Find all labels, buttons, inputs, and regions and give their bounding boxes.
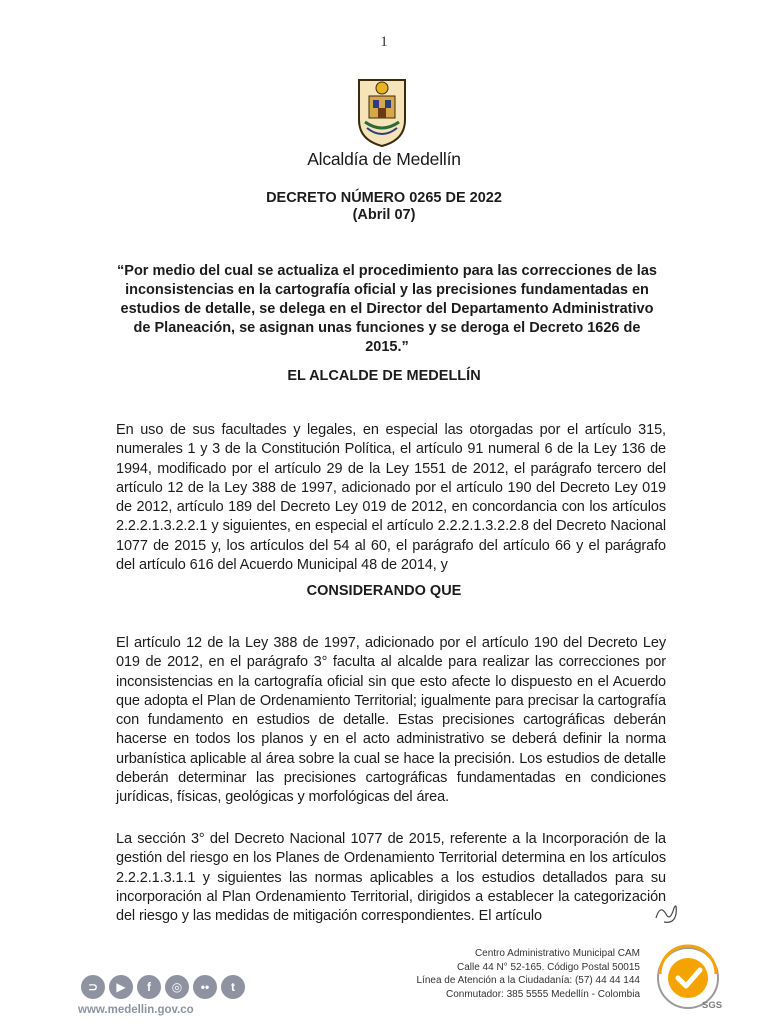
paragraph-facultades: En uso de sus facultades y legales, en especial las otorgadas por el artículo 315, numerales 1 y 3 de la Constitución Política, el artículo 91 numeral 6 de la Ley 136 de 1994, modificado por el artículo 29 de la Ley 1551 de 2012, el parágrafo tercero del artículo 12 de la Ley 388 de 1997, adicionado por el artículo 190 del Decreto Ley 019 de 2012, artículo 189 del Decreto Ley 019 de 2012, en concordancia con los artículos 2.2.2.1.3.2.2.1 y siguientes, en especial el artículo 2.2.2.1.3.2.2.8 del Decreto Nacional 1077 de 2015 y, los artículos del 54 al 60, el parágrafo del artículo 66 y el parágrafo del artículo 616 del Acuerdo Municipal 48 de 2014, y [116,422,666,574]
address-line: Línea de Atención a la Ciudadanía: (57) 44 44 144 [416,975,640,987]
flickr-icon[interactable]: •• [193,975,217,999]
youtube-icon[interactable]: ▶ [109,975,133,999]
tumblr-icon[interactable]: t [221,975,245,999]
heading-alcalde: EL ALCALDE DE MEDELLÍN [287,368,481,384]
decree-number: DECRETO NÚMERO 0265 DE 2022 [266,190,502,206]
website-link[interactable]: www.medellin.gov.co [78,1004,194,1016]
social-icons [81,975,245,999]
decree-date: (Abril 07) [352,207,416,223]
address-line: Conmutador: 385 5555 Medellín - Colombia [446,988,640,1000]
footer-address [400,947,640,1001]
paragraph-considerando-1: El artículo 12 de la Ley 388 de 1997, adicionado por el artículo 190 del Decreto Ley 019 de 2012, en el parágrafo 3° faculta al alcalde para realizar las correcciones por inconsistencias en la cartografía oficial sin que esto afecte lo dispuesto en el Acuerdo que adopta el Plan de Ordenamiento Territorial; igualmente para precisar la cartografía con fundamento en estudios de detalle. Estas precisiones cartográficas deberán hacerse en todos los planos y en el acto administrativo se deberá definir la norma urbanística aplicable al área sobre la cual se hace la precisión. Los estudios de detalle deberán determinar las precisiones cartográficas fundamentadas en condiciones jurídicas, físicas, geológicas y morfológicas del área. [116,635,666,806]
address-line: Calle 44 N° 52-165. Código Postal 50015 [456,961,640,973]
cert-label: SGS [702,1000,723,1011]
address-line: Centro Administrativo Municipal CAM [474,948,640,959]
medellin-crest-logo [355,74,409,148]
decree-title: “Por medio del cual se actualiza el procedimiento para las correcciones de las inconsistencias en la cartografía oficial y las precisiones fundamentadas en estudios de detalle, se delega en el Director del Departamento Administrativo de Planeación, se asignan unas funciones y se deroga el Decreto 1626 de 2015.” [117,263,657,355]
handwritten-initials [652,900,680,928]
heading-considerando: CONSIDERANDO QUE [306,583,462,599]
paragraph-considerando-2: La sección 3° del Decreto Nacional 1077 de 2015, referente a la Incorporación de la gestión del riesgo en los Planes de Ordenamiento Territorial determina en los artículos 2.2.2.1.3.1.1 y siguientes las normas aplicables a los estudios detallados para su incorporación al Plan Ordenamiento Territorial, dirigidos a establecer la categorización del riesgo y las medidas de mitigación correspondientes. El artículo [116,831,666,925]
facebook-icon[interactable]: f [137,975,161,999]
iso-certification-seal [656,944,736,1016]
page-number: 1 [380,34,388,50]
org-name: Alcaldía de Medellín [307,149,461,169]
rss-icon[interactable]: ⊃ [81,975,105,999]
instagram-icon[interactable]: ◎ [165,975,189,999]
